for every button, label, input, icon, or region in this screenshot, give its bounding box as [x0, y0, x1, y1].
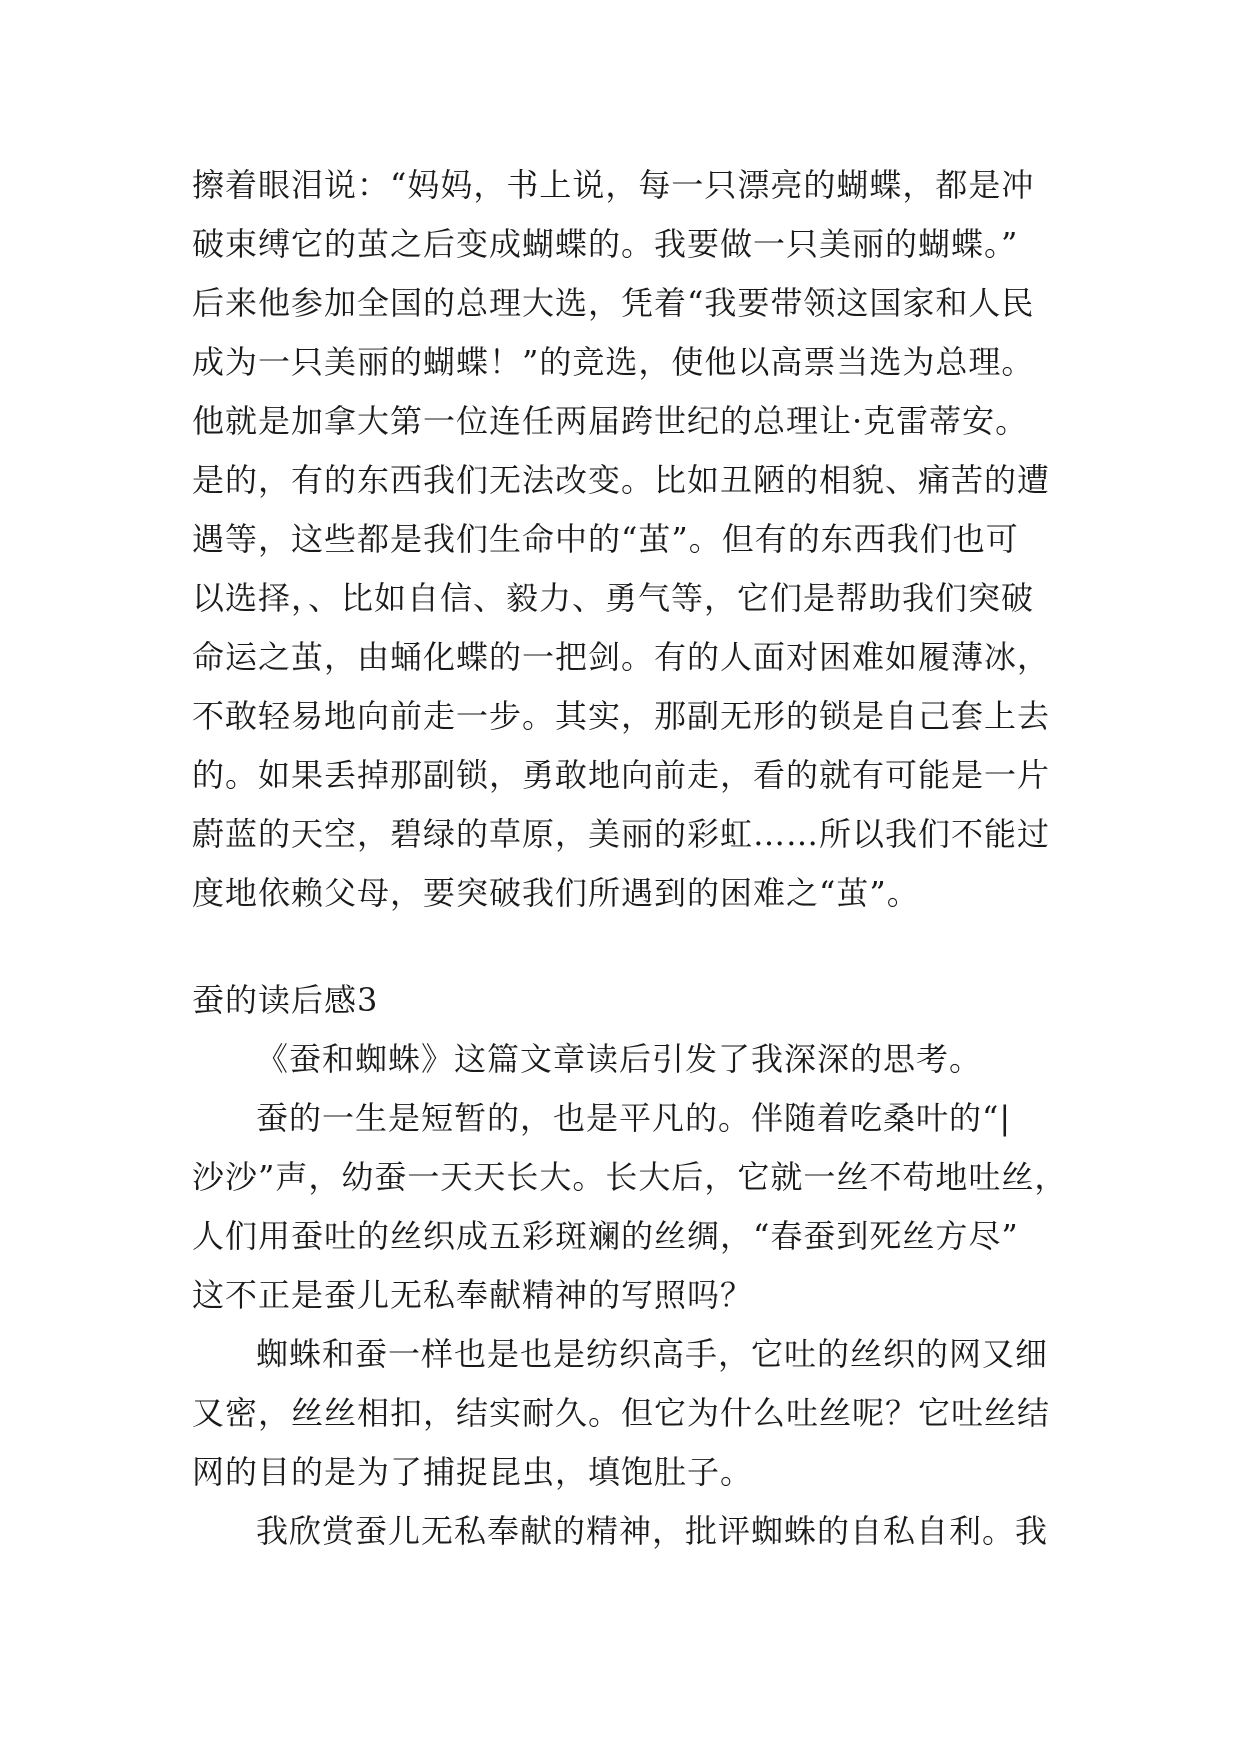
- text-line: 沙沙”声，幼蚕一天天长大。长大后，它就一丝不苟地吐丝，: [192, 1158, 1068, 1196]
- text-line: 《蚕和蜘蛛》这篇文章读后引发了我深深的思考。: [256, 1040, 983, 1078]
- text-line: 以选择，、比如自信、毅力、勇气等，它们是帮助我们突破: [192, 579, 1035, 617]
- text-line: 又密，丝丝相扣，结实耐久。但它为什么吐丝呢？它吐丝结: [192, 1394, 1051, 1432]
- section-heading: [192, 971, 1072, 1030]
- heading-text: 蚕的读后感3: [192, 981, 379, 1019]
- text-line: 是的，有的东西我们无法改变。比如丑陋的相貌、痛苦的遭: [192, 461, 1051, 499]
- text-line: 度地依赖父母，要突破我们所遇到的困难之“茧”。: [192, 874, 920, 912]
- body-paragraph-continued: [192, 156, 1072, 923]
- text-line: 人们用蚕吐的丝织成五彩斑斓的丝绸，“春蚕到死丝方尽”: [192, 1217, 1019, 1255]
- text-line: 蚕的一生是短暂的，也是平凡的。伴随着吃桑叶的“|: [256, 1099, 1012, 1137]
- essay-body: [192, 1030, 1072, 1561]
- text-line: 蜘蛛和蚕一样也是也是纺织高手，它吐的丝织的网又细: [256, 1335, 1049, 1373]
- text-line: 破束缚它的茧之后变成蝴蝶的。我要做一只美丽的蝴蝶。”: [192, 225, 1019, 263]
- text-line: 不敢轻易地向前走一步。其实，那副无形的锁是自己套上去: [192, 697, 1051, 735]
- text-line: 他就是加拿大第一位连任两届跨世纪的总理让·克雷蒂安。: [192, 402, 1029, 440]
- text-line: 我欣赏蚕儿无私奉献的精神，批评蜘蛛的自私自利。我: [256, 1512, 1049, 1550]
- text-line: 后来他参加全国的总理大选，凭着“我要带领这国家和人民: [192, 284, 1035, 322]
- text-line: 这不正是蚕儿无私奉献精神的写照吗？: [192, 1276, 754, 1314]
- text-line: 遇等，这些都是我们生命中的“茧”。但有的东西我们也可: [192, 520, 1019, 558]
- text-line: 成为一只美丽的蝴蝶！”的竞选，使他以高票当选为总理。: [192, 343, 1035, 381]
- text-line: 命运之茧，由蛹化蝶的一把剑。有的人面对困难如履薄冰，: [192, 638, 1051, 676]
- text-line: 网的目的是为了捕捉昆虫，填饱肚子。: [192, 1453, 754, 1491]
- text-line: 蔚蓝的天空，碧绿的草原，美丽的彩虹……所以我们不能过: [192, 815, 1051, 853]
- text-line: 擦着眼泪说：“妈妈，书上说，每一只漂亮的蝴蝶，都是冲: [192, 166, 1035, 204]
- text-line: 的。如果丢掉那副锁，勇敢地向前走，看的就有可能是一片: [192, 756, 1051, 794]
